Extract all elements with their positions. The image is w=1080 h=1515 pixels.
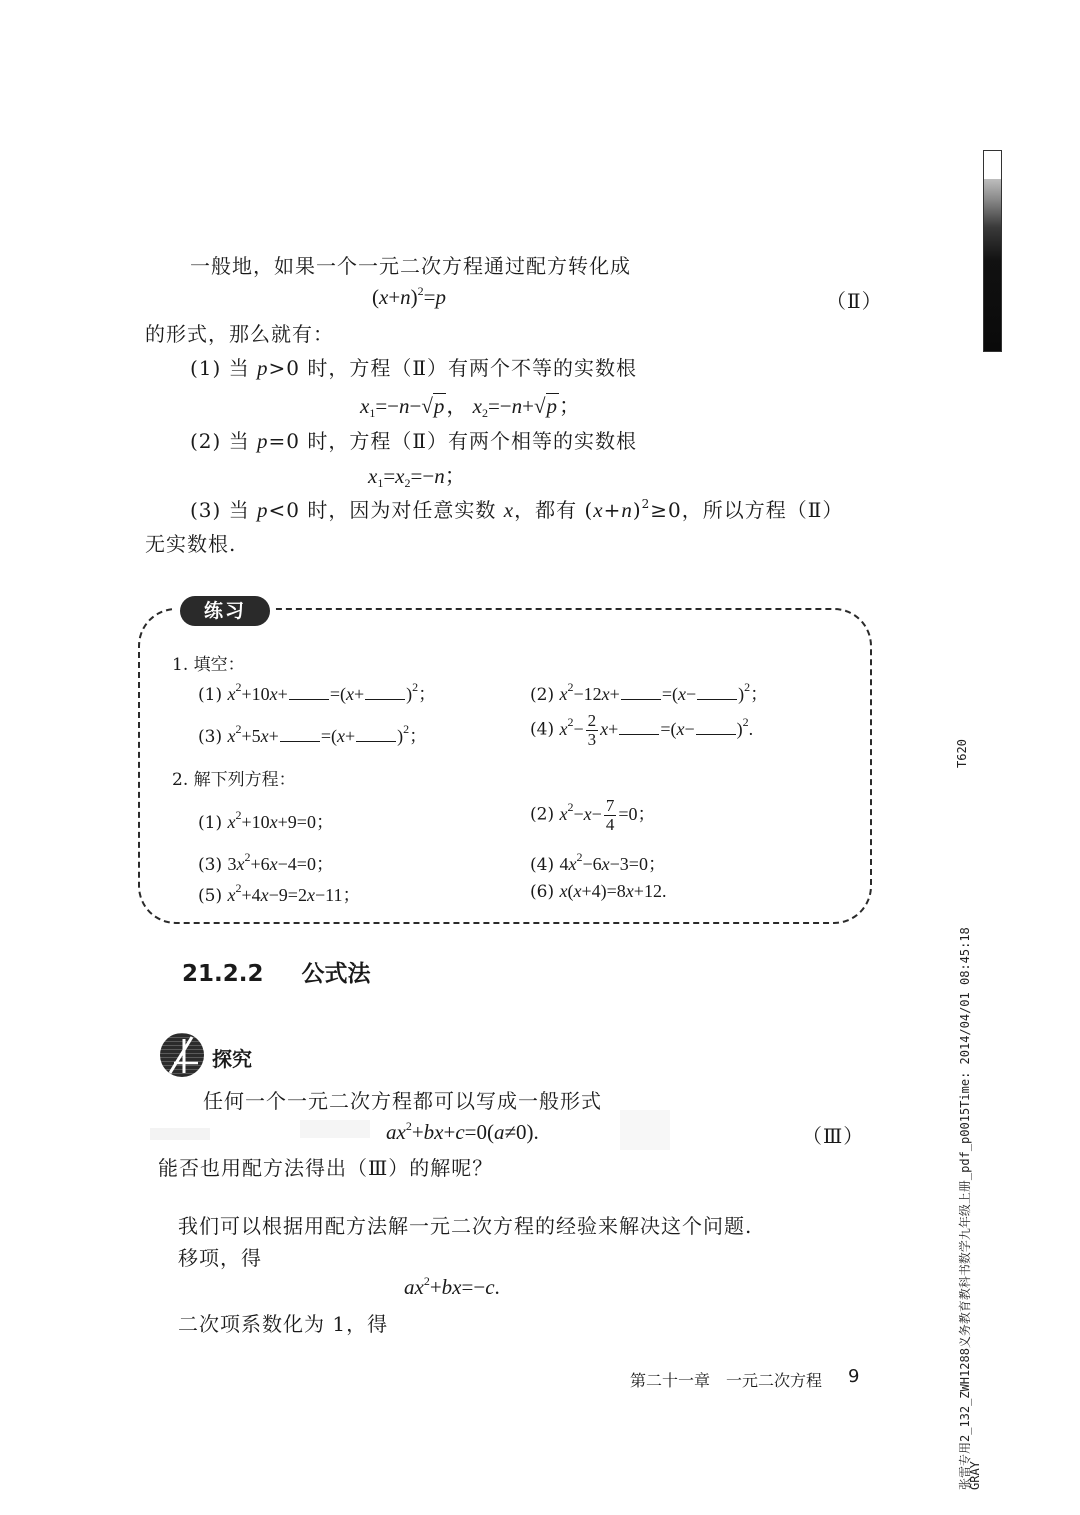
derivation-line-3: 二次项系数化为 1，得 — [178, 1312, 389, 1336]
equation-III: $ax^2+bx+c=0(a\ne 0)$. — [386, 1119, 539, 1144]
practice-q1-title: 1. 填空： — [172, 655, 245, 675]
page-number: 9 — [848, 1366, 860, 1387]
case-2-roots: $x_1=x_2=-n$； — [368, 464, 466, 490]
explore-line-2: 能否也用配方法得出（Ⅲ）的解呢？ — [158, 1156, 494, 1180]
explore-title: 探究 — [212, 1047, 252, 1071]
derivation-equation: $ax^2+bx=-c$. — [404, 1274, 500, 1299]
case-3-tail: 无实数根. — [145, 532, 237, 556]
equation-II: $(x+n)^2=p$ — [372, 284, 447, 309]
section-heading — [182, 955, 371, 988]
margin-code: T620 — [955, 739, 969, 768]
scan-noise — [300, 1120, 370, 1138]
derivation-line-2: 移项，得 — [178, 1246, 262, 1270]
case-3: (3) 当 p<0 时，因为对任意实数 x，都有 $(x+n)^2\ge 0$，所以方程（Ⅱ） — [190, 497, 844, 522]
practice-q2-title: 2. 解下列方程： — [172, 770, 296, 790]
practice-q1-item-2: (2) $x^2-12x+ =(x- )^2$； — [530, 680, 769, 705]
practice-q1-item-1: (1) $x^2+10x+ =(x+ )^2$； — [198, 680, 437, 705]
practice-q2-item-3: (3) $3x^2+6x-4=0$； — [198, 850, 334, 875]
scan-noise — [150, 1128, 210, 1140]
explore-line-1: 任何一个一元二次方程都可以写成一般形式 — [203, 1089, 602, 1113]
intro-paragraph: 一般地，如果一个一元二次方程通过配方转化成 — [190, 254, 631, 278]
practice-q2-item-4: (4) $4x^2-6x-3=0$； — [530, 850, 666, 875]
footer-chapter: 第二十一章 一元二次方程 — [630, 1371, 823, 1390]
practice-badge: 练习 — [180, 596, 270, 626]
practice-q2-item-6: (6) x(x+4)=8x+12. — [530, 881, 667, 902]
case-2: (2) 当 p=0 时，方程（Ⅱ）有两个相等的实数根 — [190, 429, 637, 453]
margin-file-info: 张雷专用2_132_ZWH1288义务教育教科书数学九年级上册_pdf_p0015Time: 2014/04/01 08:45:18 — [958, 927, 972, 1490]
form-line: 的形式，那么就有： — [145, 322, 334, 346]
explore-icon — [160, 1033, 204, 1077]
scan-noise — [620, 1110, 670, 1150]
derivation-line-1: 我们可以根据用配方法解一元二次方程的经验来解决这个问题. — [178, 1214, 753, 1238]
grayscale-calibration-strip — [983, 150, 1002, 352]
practice-q1-item-4: (4) $x^2-$ $\frac{2}{3}$ $x+ =(x- )^2$. — [530, 711, 754, 749]
equation-label-III: （Ⅲ） — [802, 1124, 865, 1148]
margin-mode: GRAY — [968, 1461, 982, 1490]
equation-label-II: （Ⅱ） — [826, 289, 883, 313]
practice-q1-item-3: (3) $x^2+5x+ =(x+ )^2$； — [198, 722, 428, 747]
section-number: 21.2.2 — [182, 961, 264, 987]
practice-q2-item-5: (5) $x^2+4x-9=2x-11$； — [198, 881, 361, 906]
case-1-roots: $x_1=-n-√p$， $x_2=-n+√p$； — [360, 394, 581, 420]
practice-q2-item-1: (1) $x^2+10x+9=0$； — [198, 808, 334, 833]
case-1: (1) 当 p>0 时，方程（Ⅱ）有两个不等的实数根 — [190, 356, 637, 380]
practice-q2-item-2: (2) $x^2-x-$ $\frac{7}{4}$ =0； — [530, 796, 656, 834]
section-title: 公式法 — [301, 961, 371, 987]
